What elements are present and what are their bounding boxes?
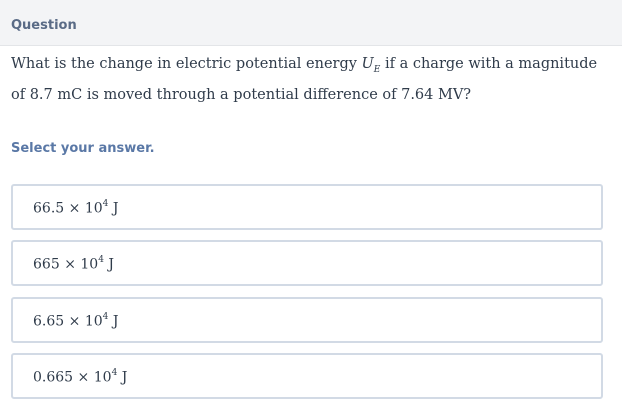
answer-exponent: 4	[102, 199, 109, 209]
answer-base: 10	[84, 200, 103, 217]
times-sign: ×	[64, 256, 76, 273]
times-sign: ×	[68, 313, 81, 330]
answer-base: 10	[93, 369, 112, 386]
answer-option-1[interactable]	[11, 184, 603, 230]
answer-mantissa: 665	[33, 256, 60, 273]
answer-unit: J	[108, 256, 115, 273]
answer-unit: J	[121, 369, 128, 386]
answer-option-2-label	[33, 256, 114, 273]
answer-option-4-label	[33, 369, 127, 386]
potential-energy-symbol: U	[361, 56, 374, 72]
question-header-title: Question	[11, 18, 77, 33]
question-text-before: What is the change in electric potential energy	[11, 56, 362, 72]
question-text-after: if a charge with a magnitude of 8.7 mC is moved through a potential difference of 7.64 MV?	[11, 56, 598, 103]
answer-option-1-label	[33, 200, 118, 217]
answer-option-4[interactable]	[11, 353, 603, 399]
answer-mantissa: 66.5	[33, 200, 65, 217]
answer-exponent: 4	[111, 368, 118, 378]
times-sign: ×	[77, 369, 90, 386]
question-header	[0, 0, 622, 46]
answer-option-3[interactable]	[11, 297, 603, 343]
times-sign: ×	[68, 200, 81, 217]
answer-mantissa: 0.665	[33, 369, 74, 386]
answer-unit: J	[112, 200, 119, 217]
potential-energy-subscript: E	[373, 64, 381, 75]
answer-option-2[interactable]	[11, 240, 603, 286]
answer-option-3-label	[33, 313, 118, 330]
answer-base: 10	[84, 313, 103, 330]
answer-unit: J	[112, 313, 119, 330]
answer-exponent: 4	[102, 312, 109, 322]
select-answer-label: Select your answer.	[11, 141, 155, 156]
answer-exponent: 4	[98, 255, 104, 265]
answer-mantissa: 6.65	[33, 313, 65, 330]
question-text	[11, 52, 606, 108]
answer-base: 10	[80, 256, 99, 273]
